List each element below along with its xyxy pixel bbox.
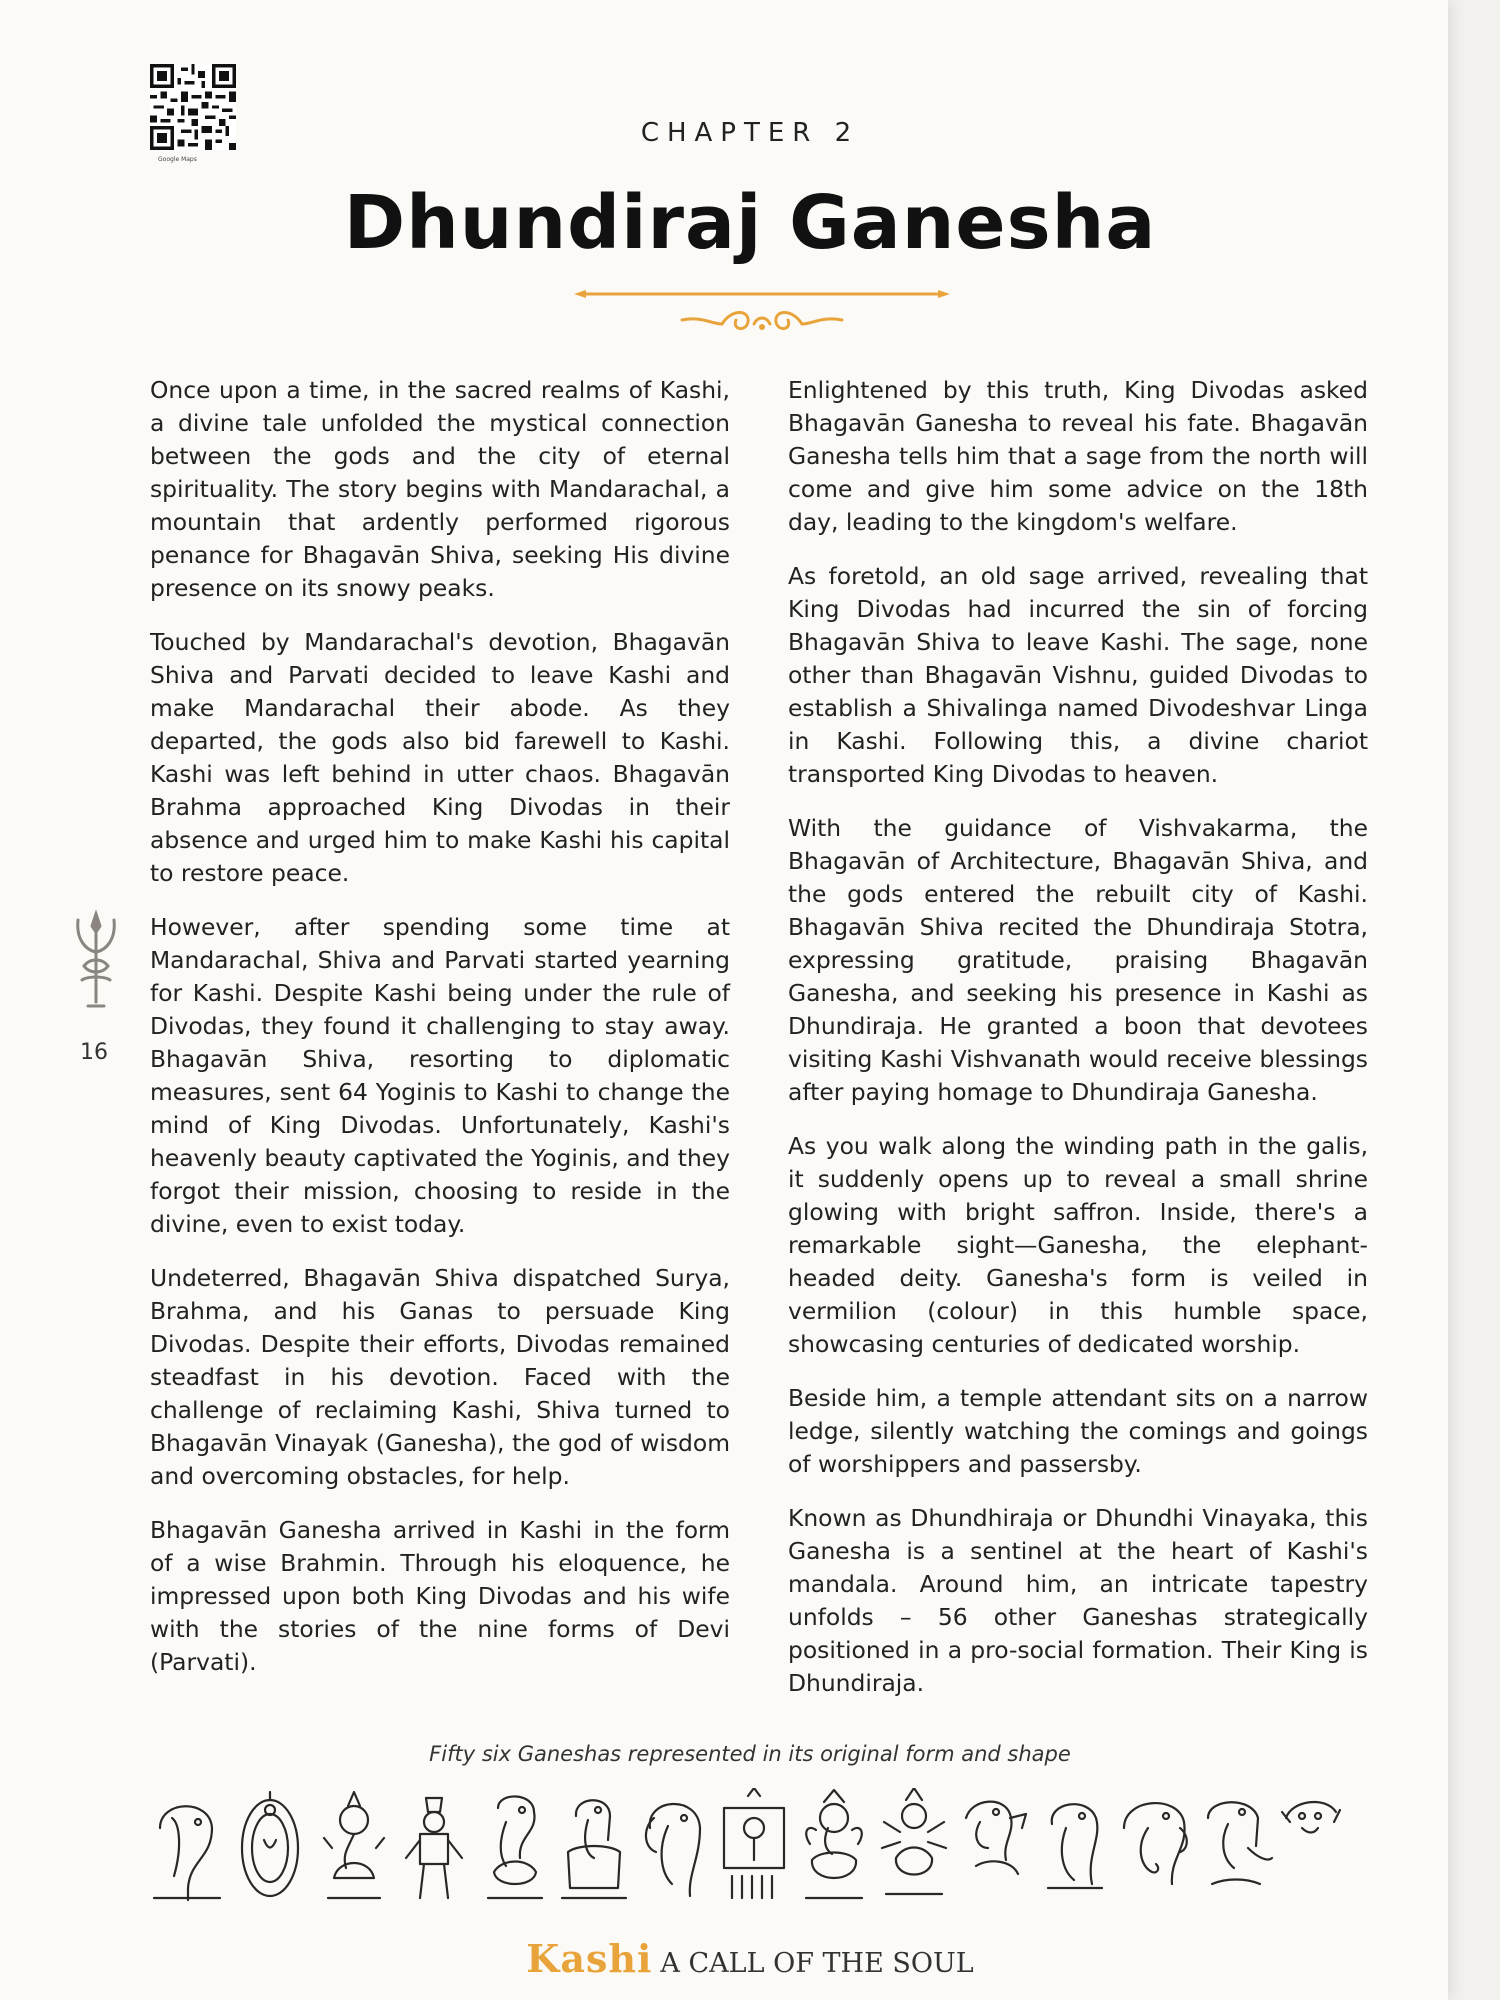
footer <box>0 1936 1500 1981</box>
paragraph: Touched by Mandarachal's devotion, Bhagavān Shiva and Parvati decided to leave Kashi and make Mandarachal their abode. As they departed, the gods also bid farewell to Kashi. Kashi was left behind in utter chaos. Bhagavān Brahma approached King Divodas in their absence and urged him to make Kashi his capital to restore peace. <box>150 628 730 887</box>
page-number: 16 <box>80 1040 108 1065</box>
ganesha-figure-icon <box>966 1802 1026 1874</box>
ganesha-figure-icon <box>154 1806 220 1900</box>
ganesha-figure-icon <box>242 1792 298 1896</box>
page-title: Dhundiraj Ganesha <box>343 180 1157 266</box>
ganesha-figure-icon <box>562 1800 626 1898</box>
ganesha-figure-icon <box>1124 1803 1187 1884</box>
ganesha-figure-icon <box>324 1792 384 1898</box>
paragraph: Known as Dhundhiraja or Dhundhi Vinayaka, this Ganesha is a sentinel at the heart of Kashi's mandala. Around him, an intricate tapestry unfolds – 56 other Ganeshas strategically positioned in a pro-social formation. Their King is Dhundiraja. <box>788 1504 1368 1697</box>
ganesha-figure-icon <box>646 1804 700 1896</box>
paragraph: However, after spending some time at Mandarachal, Shiva and Parvati started yearning for Kashi. Despite Kashi being under the rule of Divodas, they found it challenging to stay away. Bhagavān Shiva, resorting to diplomatic measures, sent 64 Yoginis to Kashi to change the mind of King Divodas. Unfortunately, Kashi's heavenly beauty captivated the Yoginis, and they forgot their mission, choosing to reside in the divine, even to exist today. <box>150 913 730 1238</box>
left-text-column <box>150 374 730 1700</box>
footer-tagline: A CALL OF THE SOUL <box>660 1948 974 1979</box>
ganesha-figure-icon <box>1048 1804 1102 1888</box>
paragraph: Undeterred, Bhagavān Shiva dispatched Surya, Brahma, and his Ganas to persuade King Divodas. Despite their efforts, Divodas remained steadfast in his devotion. Faced with the challenge of reclaiming Kashi, Shiva turned to Bhagavān Vinayak (Ganesha), the god of wisdom and overcoming obstacles, for help. <box>150 1264 730 1490</box>
title-ornament-icon <box>572 280 952 340</box>
chapter-label: CHAPTER 2 <box>640 118 860 148</box>
illustration-caption: Fifty six Ganeshas represented in its original form and shape <box>429 1742 1071 1766</box>
ganesha-figure-icon <box>806 1790 862 1898</box>
ganesha-figure-icon <box>882 1788 946 1894</box>
ganesha-figure-icon <box>406 1798 462 1898</box>
paragraph: Once upon a time, in the sacred realms of Kashi, a divine tale unfolded the mystical connection between the gods and the city of eternal spirituality. The story begins with Mandarachal, a mountain that ardently performed rigorous penance for Bhagavān Shiva, seeking His divine presence on its snowy peaks. <box>150 376 730 602</box>
ganesha-illustrations <box>150 1788 1440 1908</box>
qr-caption: Google Maps <box>158 156 197 163</box>
paragraph: Bhagavān Ganesha arrived in Kashi in the form of a wise Brahmin. Through his eloquence, he impressed upon both King Divodas and his wife with the stories of the nine forms of Devi (Parvati). <box>150 1516 730 1676</box>
paragraph: As you walk along the winding path in the galis, it suddenly opens up to reveal a small shrine glowing with bright saffron. Inside, there's a remarkable sight—Ganesha, the elephant-headed deity. Ganesha's form is veiled in vermilion (colour) in this humble space, showcasing centuries of dedicated worship. <box>788 1132 1368 1358</box>
trident-icon <box>68 906 124 1016</box>
footer-brand: Kashi <box>526 1936 653 1981</box>
paragraph: Beside him, a temple attendant sits on a narrow ledge, silently watching the comings and goings of worshippers and passersby. <box>788 1384 1368 1478</box>
paragraph: As foretold, an old sage arrived, revealing that King Divodas had incurred the sin of forcing Bhagavān Shiva to leave Kashi. The sage, none other than Bhagavān Vishnu, guided Divodas to establish a Shivalinga named Divodeshvar Linga in Kashi. Following this, a divine chariot transported King Divodas to heaven. <box>788 562 1368 788</box>
ganesha-figure-icon <box>1208 1802 1272 1884</box>
paragraph: With the guidance of Vishvakarma, the Bhagavān of Architecture, Bhagavān Shiva, and the gods entered the rebuilt city of Kashi. Bhagavān Shiva recited the Dhundiraja Stotra, expressing gratitude, praising Bhagavān Ganesha, and seeking his presence in Kashi as Dhundiraja. He granted a boon that devotees visiting Kashi Vishvanath would receive blessings after paying homage to Dhundiraja Ganesha. <box>788 814 1368 1106</box>
ganesha-figure-icon <box>724 1788 784 1898</box>
ganesha-figure-icon <box>488 1796 542 1898</box>
right-text-column <box>788 374 1368 1721</box>
paragraph: Enlightened by this truth, King Divodas asked Bhagavān Ganesha to reveal his fate. Bhagavān Ganesha tells him that a sage from the north will come and give him some advice on the 18th day, leading to the kingdom's welfare. <box>788 376 1368 536</box>
ganesha-figure-icon <box>1282 1802 1340 1833</box>
